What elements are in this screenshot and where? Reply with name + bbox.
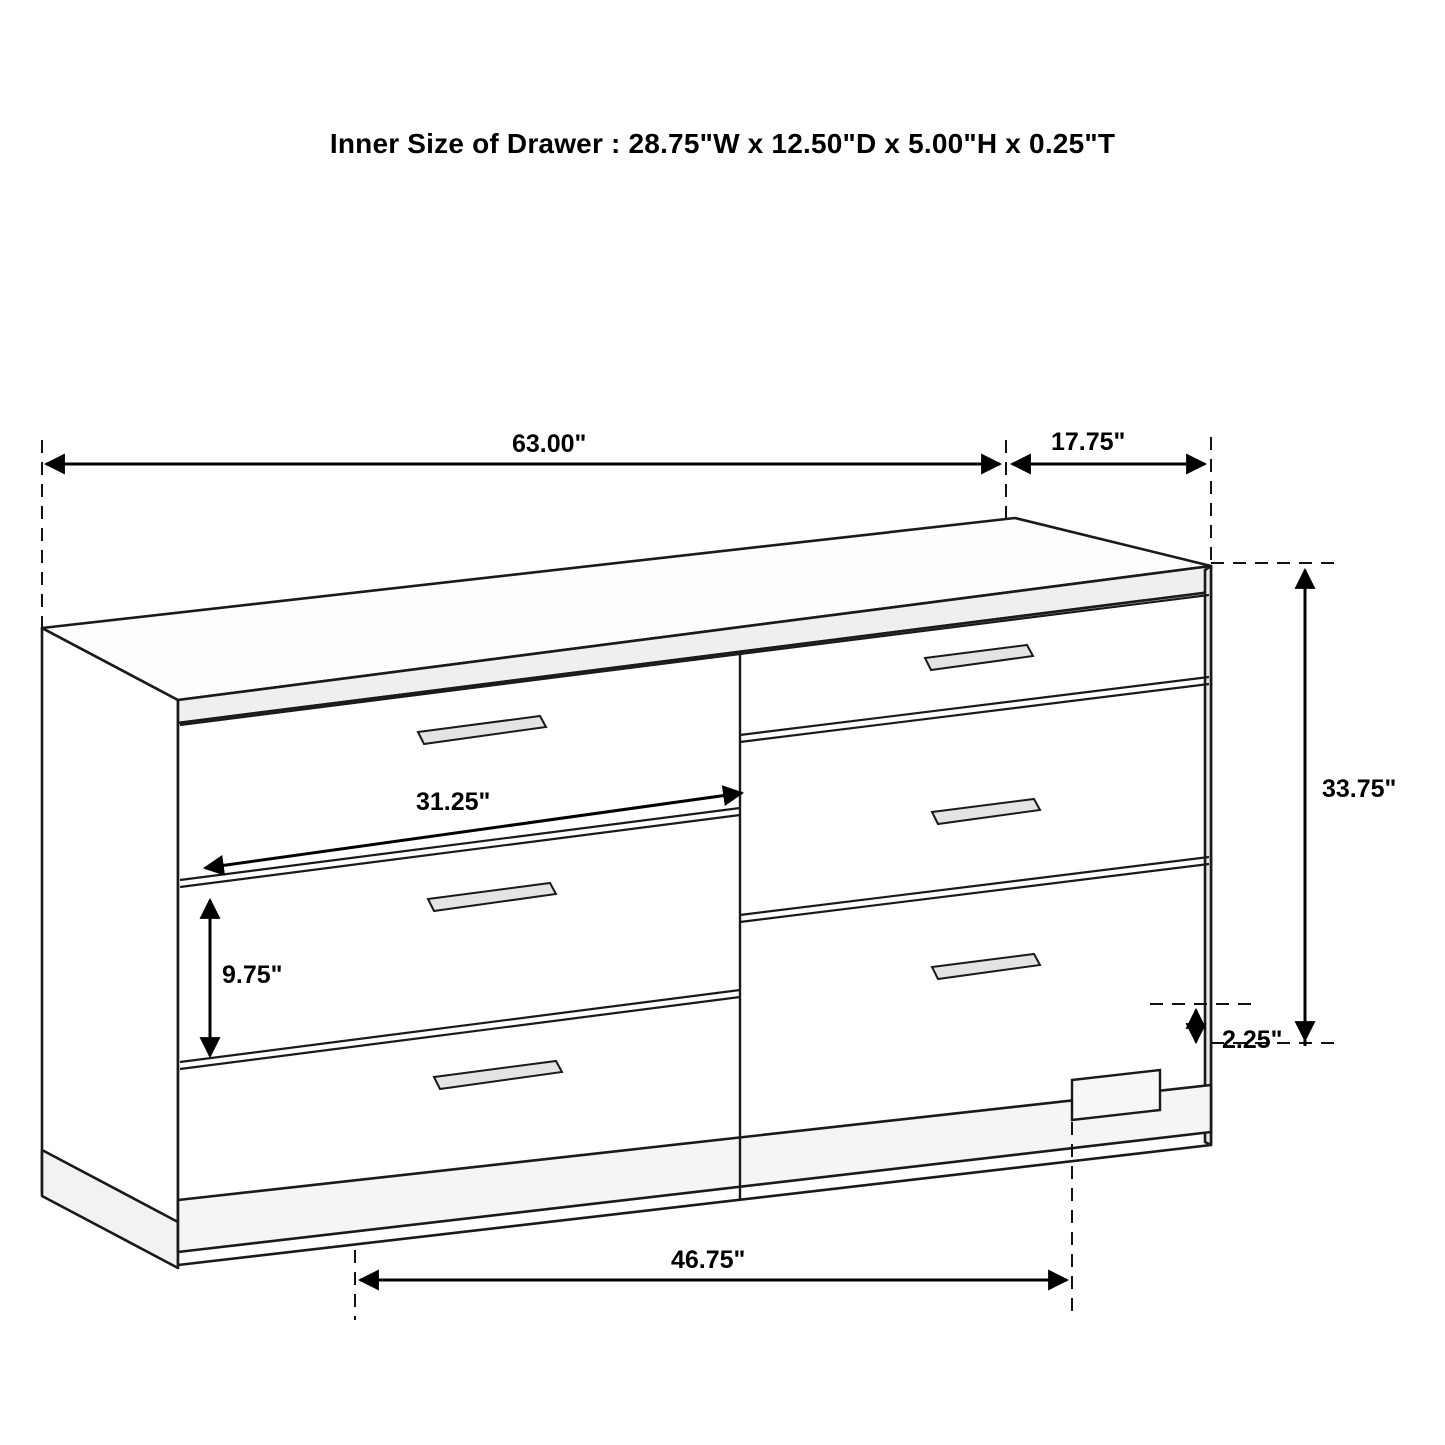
- rear-foot: [1072, 1070, 1160, 1120]
- page-title: Inner Size of Drawer : 28.75"W x 12.50"D x 5.00"H x 0.25"T: [329, 128, 1116, 159]
- dim-label-overall-height: 33.75": [1322, 775, 1397, 803]
- right-side-edge: [1205, 566, 1211, 1145]
- dresser-body: [42, 518, 1211, 1268]
- dim-label-base-width: 46.75": [671, 1246, 746, 1274]
- dim-label-base-clearance: 2.25": [1222, 1026, 1283, 1054]
- dim-label-overall-depth: 17.75": [1051, 428, 1126, 456]
- dim-label-drawer-front-width: 31.25": [416, 788, 491, 816]
- dim-label-drawer-front-height: 9.75": [222, 961, 283, 989]
- dim-label-overall-width: 63.00": [512, 430, 587, 458]
